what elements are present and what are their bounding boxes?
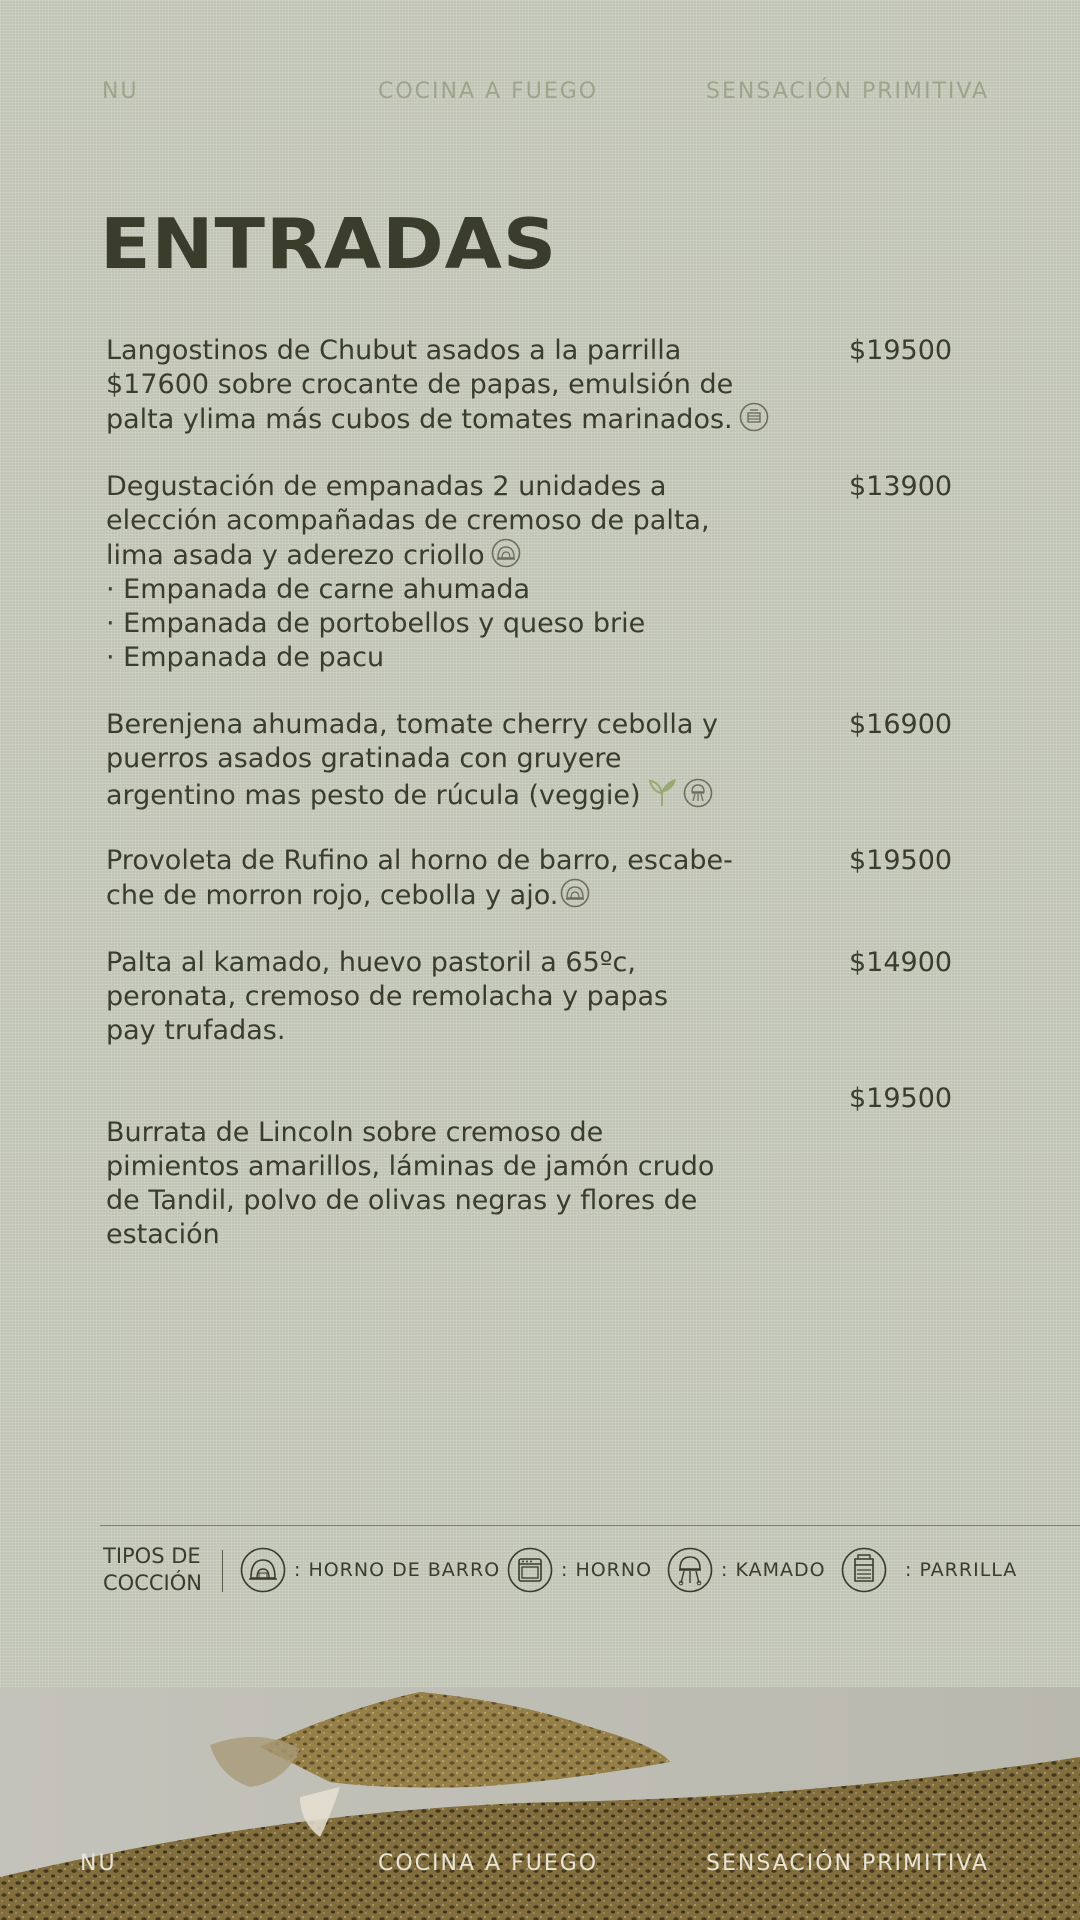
legend-divider xyxy=(100,1525,1080,1526)
section-title: ENTRADAS xyxy=(100,204,558,285)
horno-de-barro-icon xyxy=(240,1547,286,1593)
horno-de-barro-icon xyxy=(560,878,590,908)
menu-item xyxy=(106,334,806,437)
legend-label: : HORNO DE BARRO xyxy=(294,1559,501,1581)
item-price: $19500 xyxy=(849,335,953,366)
item-description: Provoleta de Rufino al horno de barro, escabe- che de morron rojo, cebolla y ajo. xyxy=(106,845,733,911)
item-description: Burrata de Lincoln sobre cremoso de pimientos amarillos, láminas de jamón crudo de Tandil, polvo de olivas negras y flores de estación xyxy=(106,1117,715,1250)
horno-de-barro-icon xyxy=(491,538,521,568)
legend-item-parrilla xyxy=(841,1545,1017,1595)
parrilla-icon xyxy=(841,1547,887,1593)
legend-item-horno-de-barro xyxy=(240,1545,500,1595)
item-description: Langostinos de Chubut asados a la parrilla $17600 sobre crocante de papas, emulsión de palta ylima más cubos de tomates marinados. xyxy=(106,335,734,435)
fish-photo-drawing xyxy=(0,1687,1080,1920)
item-price: $19500 xyxy=(849,845,953,876)
nav-brand[interactable]: NU xyxy=(80,1851,117,1876)
legend-item-horno xyxy=(507,1545,652,1595)
nav-sensacion-primitiva[interactable]: SENSACIÓN PRIMITIVA xyxy=(706,1851,990,1876)
menu-item xyxy=(106,844,806,913)
parrilla-icon xyxy=(739,402,769,432)
item-price: $14900 xyxy=(849,947,953,978)
horno-icon xyxy=(507,1547,553,1593)
menu-item xyxy=(106,1116,806,1252)
menu-item xyxy=(106,470,806,675)
list-item: · Empanada de carne ahumada xyxy=(106,574,531,605)
item-description: Degustación de empanadas 2 unidades a elección acompañadas de cremoso de palta, lima asada y aderezo criollo xyxy=(106,471,710,571)
nav-cocina-a-fuego[interactable]: COCINA A FUEGO xyxy=(378,79,599,104)
list-item: · Empanada de pacu xyxy=(106,642,385,673)
nav-cocina-a-fuego[interactable]: COCINA A FUEGO xyxy=(378,1851,599,1876)
item-description: Palta al kamado, huevo pastoril a 65ºc, peronata, cremoso de remolacha y papas pay trufadas. xyxy=(106,947,669,1046)
legend-title: TIPOS DE COCCIÓN xyxy=(103,1544,202,1595)
item-price: $16900 xyxy=(849,709,953,740)
nav-sensacion-primitiva[interactable]: SENSACIÓN PRIMITIVA xyxy=(706,79,990,104)
kamado-icon xyxy=(683,778,713,808)
legend-item-kamado xyxy=(667,1545,826,1595)
legend-separator xyxy=(222,1550,223,1592)
kamado-icon xyxy=(667,1547,713,1593)
nav-brand[interactable]: NU xyxy=(102,79,139,104)
item-price: $19500 xyxy=(849,1083,953,1114)
item-description: Berenjena ahumada, tomate cherry cebolla y puerros asados gratinada con gruyere argentino mas pesto de rúcula (veggie) xyxy=(106,709,718,811)
menu-item xyxy=(106,946,806,1048)
item-price: $13900 xyxy=(849,471,953,502)
list-item: · Empanada de portobellos y queso brie xyxy=(106,608,646,639)
legend-label: : PARRILLA xyxy=(905,1559,1018,1581)
legend-label: : KAMADO xyxy=(721,1559,826,1581)
legend-label: : HORNO xyxy=(561,1559,653,1581)
fish-photo xyxy=(0,1687,1080,1920)
veggie-sprout-icon xyxy=(647,776,677,808)
menu-item xyxy=(106,708,806,813)
